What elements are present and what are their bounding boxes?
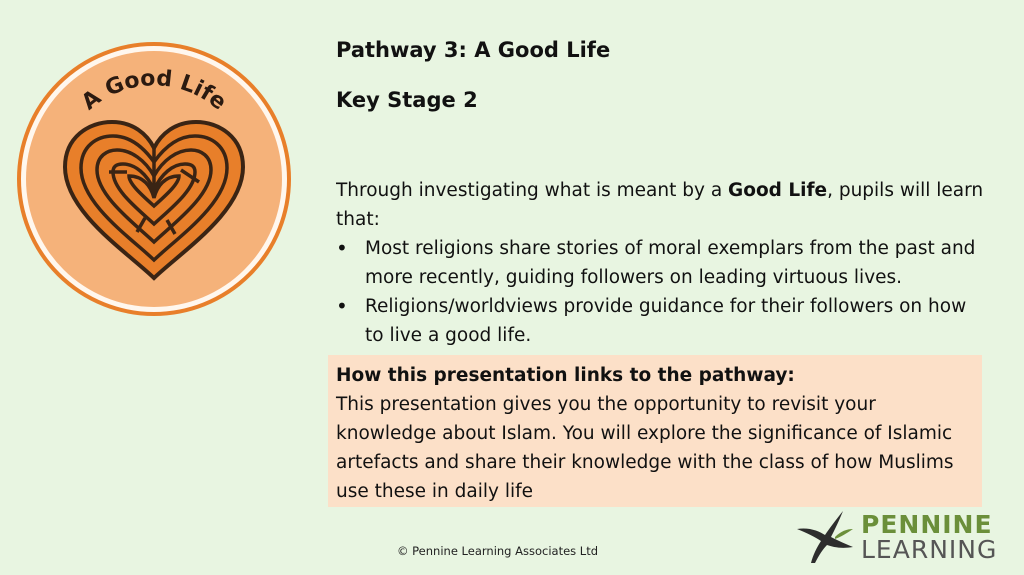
pathway-links-box	[328, 355, 982, 507]
pennine-learning-logo	[795, 507, 1015, 567]
intro-before: Through investigating what is meant by a	[336, 180, 729, 201]
a-good-life-logo	[17, 42, 291, 316]
intro-text	[336, 176, 986, 234]
heart-maze-icon	[17, 42, 291, 316]
brand-name-line1: PENNINE	[861, 510, 993, 539]
bird-icon	[795, 507, 857, 567]
key-stage-heading: Key Stage 2	[336, 88, 478, 112]
brand-name-line2: LEARNING	[861, 535, 998, 564]
pathway-content	[336, 36, 986, 114]
links-box-body: This presentation gives you the opportunity to revisit your knowledge about Islam. You will explore the significance of Islamic artefacts and share their knowledge with the class of how Muslims use these in daily life	[336, 394, 954, 502]
intro-bold: Good Life	[728, 180, 828, 201]
badge-text: A Good Life	[77, 66, 231, 116]
copyright-footer: © Pennine Learning Associates Ltd	[397, 544, 599, 558]
key-stage-body	[336, 176, 986, 354]
links-box-title: How this presentation links to the pathway:	[336, 365, 795, 386]
list-item: • Religions/worldviews provide guidance for their followers on how to live a good life.	[336, 292, 986, 350]
intro-after: , pupils will learn that:	[336, 180, 984, 230]
learning-points	[336, 234, 986, 354]
list-item	[336, 350, 986, 354]
page-title: Pathway 3: A Good Life	[336, 38, 611, 62]
list-item: • Most religions share stories of moral exemplars from the past and more recently, guiding followers on leading virtuous lives.	[336, 234, 986, 292]
